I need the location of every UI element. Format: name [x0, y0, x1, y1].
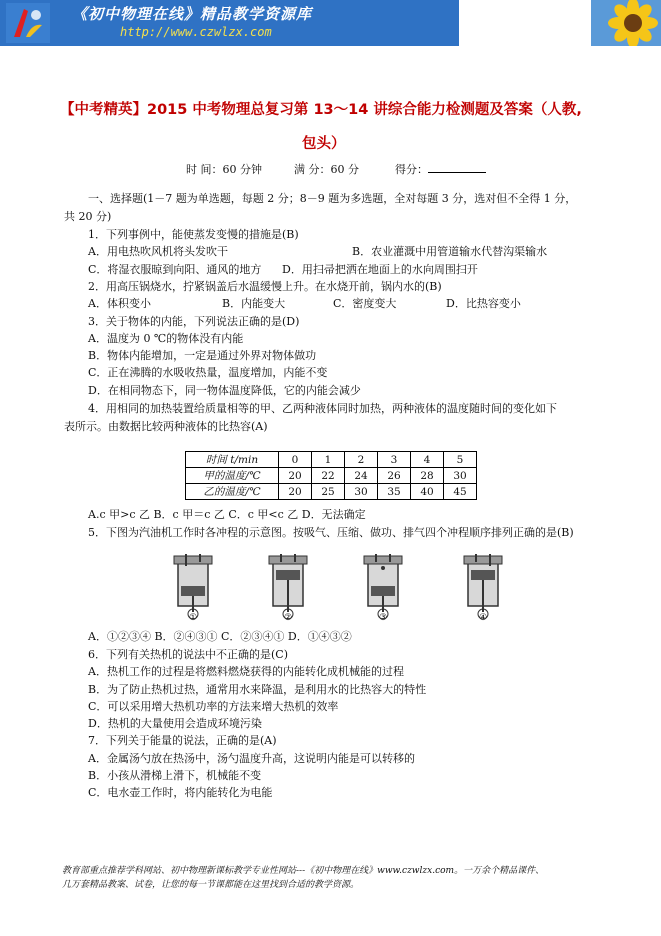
- q1-stem: 1．下列事例中，能使蒸发变慢的措施是(B): [88, 228, 299, 241]
- q4-stem-cont: 表所示。由数据比较两种液体的比热容(A): [64, 420, 268, 433]
- table-cell: 3: [378, 452, 411, 468]
- q7-option-a: A．金属汤勺放在热汤中，汤勺温度升高，这说明内能是可以转移的: [88, 752, 415, 765]
- header-banner: [0, 0, 459, 46]
- temperature-table: [185, 451, 477, 500]
- table-cell: 0: [279, 452, 312, 468]
- time-label: 时 间：60 分钟: [186, 163, 262, 176]
- q3-option-b: B．物体内能增加，一定是通过外界对物体做功: [88, 349, 317, 362]
- q7-option-c: C．电水壶工作时，将内能转化为电能: [88, 786, 273, 799]
- q3-stem: 3．关于物体的内能，下列说法正确的是(D): [88, 315, 300, 328]
- engine-label-3: ③: [378, 613, 388, 623]
- table-cell: 5: [444, 452, 477, 468]
- banner-url: http://www.czwlzx.com: [120, 25, 272, 39]
- engine-stroke-1-diagram: [172, 552, 214, 622]
- q2-option-b: B．内能变大: [222, 297, 286, 310]
- section-heading: 一、选择题(1－7 题为单选题，每题 2 分；8－9 题为多选题，全对每题 3 分，选对但不全得 1 分，: [88, 192, 577, 205]
- q6-option-b: B．为了防止热机过热，通常用水来降温，是利用水的比热容大的特性: [88, 683, 427, 696]
- footer-line-2: 几万套精品教案、试卷，让您的每一节课都能在这里找到合适的教学资源。: [62, 880, 360, 890]
- q1-option-a: A．用电热吹风机将头发吹干: [88, 245, 228, 258]
- table-cell: 28: [411, 468, 444, 484]
- table-cell: 22: [312, 468, 345, 484]
- banner-title: 《初中物理在线》精品教学资源库: [72, 5, 313, 23]
- table-cell: 甲的温度/℃: [186, 468, 279, 484]
- site-logo-icon: [6, 3, 50, 43]
- engine-stroke-2-diagram: [267, 552, 309, 622]
- page-title-cont: 包头）: [302, 136, 346, 152]
- table-cell: 26: [378, 468, 411, 484]
- score-field: [395, 161, 486, 177]
- q1-option-c: C．将湿衣服晾到向阳、通风的地方: [88, 263, 262, 276]
- table-cell: 时间 t/min: [186, 452, 279, 468]
- q3-option-d: D．在相同物态下，同一物体温度降低，它的内能会减少: [88, 384, 361, 397]
- page-title: 【中考精英】2015 中考物理总复习第 13～14 讲综合能力检测题及答案（人教,: [60, 102, 582, 118]
- table-cell: 24: [345, 468, 378, 484]
- q2-option-d: D．比热容变小: [446, 297, 521, 310]
- score-label: 满 分：60 分: [294, 163, 359, 176]
- engine-stroke-3-diagram: [362, 552, 404, 622]
- table-row: [186, 452, 477, 468]
- q6-option-d: D．热机的大量使用会造成环境污染: [88, 717, 262, 730]
- q7-stem: 7．下列关于能量的说法，正确的是(A): [88, 734, 277, 747]
- q2-stem: 2．用高压锅烧水，拧紧锅盖后水温缓慢上升。在水烧开前，锅内水的(B): [88, 280, 442, 293]
- q6-option-a: A．热机工作的过程是将燃料燃烧获得的内能转化成机械能的过程: [88, 665, 404, 678]
- q2-option-c: C．密度变大: [333, 297, 397, 310]
- engine-label-2: ②: [283, 613, 293, 623]
- score-field-label: 得分：: [395, 163, 428, 176]
- engine-stroke-4-diagram: [462, 552, 504, 622]
- q5-stem: 5．下图为汽油机工作时各冲程的示意图。按吸气、压缩、做功、排气四个冲程顺序排列正确的是(B): [88, 526, 574, 539]
- table-cell: 40: [411, 484, 444, 500]
- section-heading-cont: 共 20 分): [64, 210, 112, 223]
- table-cell: 乙的温度/℃: [186, 484, 279, 500]
- table-row: [186, 468, 477, 484]
- table-cell: 30: [345, 484, 378, 500]
- q3-option-c: C．正在沸腾的水吸收热量，温度增加，内能不变: [88, 366, 328, 379]
- table-cell: 25: [312, 484, 345, 500]
- table-cell: 35: [378, 484, 411, 500]
- q6-stem: 6．下列有关热机的说法中不正确的是(C): [88, 648, 288, 661]
- q7-option-b: B．小孩从滑梯上滑下，机械能不变: [88, 769, 262, 782]
- q1-option-d: D．用扫帚把洒在地面上的水向周围扫开: [282, 263, 478, 276]
- engine-label-4: ④: [478, 613, 488, 623]
- table-cell: 45: [444, 484, 477, 500]
- q5-options: A．①②③④ B．②④③① C．②③④① D．①④③②: [88, 630, 352, 643]
- table-cell: 30: [444, 468, 477, 484]
- engine-label-1: ①: [188, 613, 198, 623]
- table-cell: 20: [279, 484, 312, 500]
- page-footer: [62, 864, 544, 892]
- table-cell: 1: [312, 452, 345, 468]
- score-blank: [428, 162, 486, 173]
- table-cell: 2: [345, 452, 378, 468]
- q1-option-b: B．农业灌溉中用管道输水代替沟渠输水: [352, 245, 548, 258]
- q6-option-c: C．可以采用增大热机功率的方法来增大热机的效率: [88, 700, 339, 713]
- q4-stem: 4．用相同的加热装置给质量相等的甲、乙两种液体同时加热，两种液体的温度随时间的变化如下: [88, 402, 557, 415]
- q3-option-a: A．温度为 0 ℃的物体没有内能: [88, 332, 244, 345]
- q2-option-a: A．体积变小: [88, 297, 151, 310]
- q4-options: A.c 甲>c 乙 B．c 甲＝c 乙 C．c 甲<c 乙 D．无法确定: [88, 508, 366, 521]
- table-cell: 20: [279, 468, 312, 484]
- footer-line-1: 教育部重点推荐学科网站、初中物理新课标教学专业性网站---《初中物理在线》www.czwlzx.com。一万余个精品课件、: [62, 866, 545, 876]
- table-cell: 4: [411, 452, 444, 468]
- table-row: [186, 484, 477, 500]
